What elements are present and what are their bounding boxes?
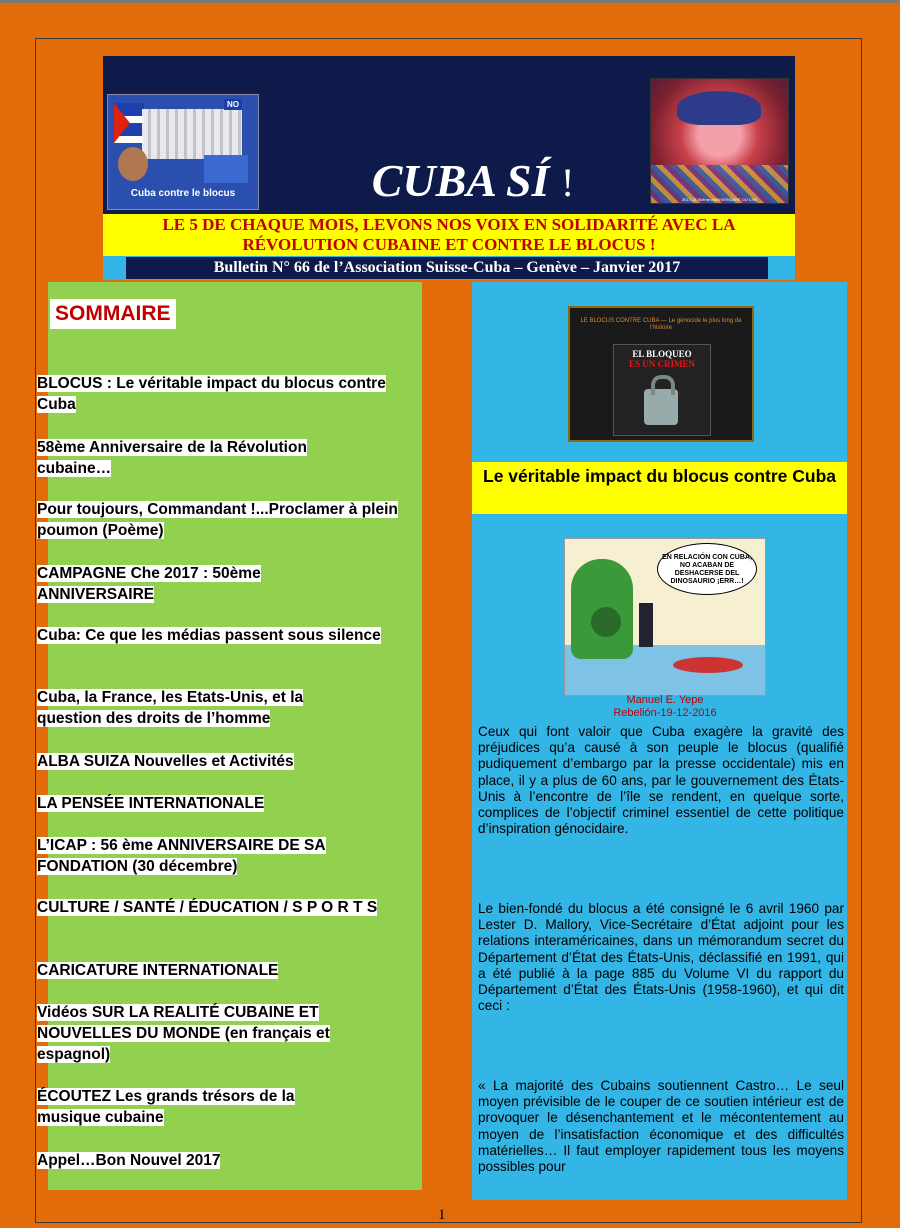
toc-item[interactable]: ÉCOUTEZ Les grands trésors de la musique cubaine: [37, 1088, 295, 1126]
article-paragraph: Le bien-fondé du blocus a été consigné le 6 avril 1960 par Lester D. Mallory, Vice-Secrétaire d’État adjoint pour les relations interaméricaines, dans un mémorandum secret du Département d’État des États-Unis, déclassifié en 1991, qui a été publié à la page 885 du Volume VI du rapport du Département d’État des États-Unis (1958-1960), et qui dit ceci :: [478, 901, 844, 1014]
toc-item[interactable]: BLOCUS : Le véritable impact du blocus contre Cuba: [37, 375, 386, 413]
toc-item[interactable]: L’ICAP : 56 ème ANNIVERSAIRE DE SA FONDATION (30 décembre): [37, 837, 326, 875]
toc-item[interactable]: Pour toujours, Commandant !...Proclamer à plein poumon (Poème): [37, 501, 398, 539]
toc-item[interactable]: Cuba, la France, les Etats-Unis, et la question des droits de l’homme: [37, 689, 304, 727]
toc-item[interactable]: 58ème Anniversaire de la Révolution cubaine…: [37, 439, 307, 477]
cuban-flag-icon: [114, 103, 144, 143]
speech-bubble: EN RELACIÓN CON CUBA, NO ACABAN DE DESHACERSE DEL DINOSAURIO ¡ERR…!: [657, 543, 757, 595]
poster-top-text: LE BLOCUS CONTRE CUBA — Le génocide le plus long de l’histoire: [580, 318, 742, 331]
toc-item[interactable]: LA PENSÉE INTERNATIONALE: [37, 795, 265, 812]
toc-item[interactable]: ALBA SUIZA Nouvelles et Activités: [37, 753, 294, 770]
right-image-caption: 2017 LE 50ème ANNIVERSAIRE DU CHE: [681, 197, 758, 202]
cartoon-caption: [570, 694, 760, 720]
article-paragraph: Ceux qui font valoir que Cuba exagère la gravité des préjudices qu’a causé à son peuple le blocus (qualifié pudiquement d’embargo par la presse occidentale) mis en place, il y a plus de 60 ans, par le gouvernement des États-Unis à l’encontre de l’île se rendent, en quelque sorte, complices de l’objectif criminel essentiel de cette politique d’inspiration génocidaire.: [478, 724, 844, 837]
uncle-sam-graphic: [639, 603, 653, 647]
cuba-blocus-photo: [107, 94, 259, 210]
top-border-line: [0, 0, 900, 3]
crowd-graphic: [204, 155, 248, 183]
masthead-title-exclamation: !: [560, 160, 575, 205]
padlock-icon: [644, 389, 678, 425]
bulletin-line: Bulletin N° 66 de l’Association Suisse-Cuba – Genève – Janvier 2017: [126, 257, 768, 279]
building-graphic: [142, 109, 242, 159]
dinosaur-graphic: [571, 559, 633, 659]
no-badge: NO: [224, 99, 242, 110]
dinosaur-cartoon-image: [564, 538, 766, 696]
poster-inner: [613, 344, 711, 436]
toc-item[interactable]: Appel…Bon Nouvel 2017: [37, 1152, 221, 1169]
person-graphic: [118, 147, 148, 181]
toc-item[interactable]: Cuba: Ce que les médias passent sous silence: [37, 627, 381, 644]
toc-item[interactable]: CAMPAGNE Che 2017 : 50ème ANNIVERSAIRE: [37, 565, 261, 603]
poster-slogan-line-1: EL BLOQUEO: [632, 349, 692, 359]
poster-slogan-line-2: ES UN CRIMEN: [628, 359, 695, 369]
toc-item[interactable]: Vidéos SUR LA REALITÉ CUBAINE ET NOUVELLES DU MONDE (en français et espagnol): [37, 1004, 330, 1063]
beret-graphic: [677, 91, 761, 125]
left-image-caption: Cuba contre le blocus: [130, 188, 236, 199]
cartoon-caption-source: Rebelión-19-12-2016: [613, 707, 717, 719]
banner-line-1: LE 5 DE CHAQUE MOIS, LEVONS NOS VOIX EN SOLIDARITÉ AVEC LA: [162, 215, 736, 234]
bloqueo-poster-image: [568, 306, 754, 442]
toc-item[interactable]: CULTURE / SANTÉ / ÉDUCATION / S P O R T S: [37, 899, 378, 916]
article-paragraph: « La majorité des Cubains soutiennent Castro… Le seul moyen prévisible de le couper de ce soutien intérieur est de provoquer le désenchantement et le mécontentement au moyen de l’insatisfaction économique et des difficultés matérielles… Il faut employer rapidement tous les moyens possibles pour: [478, 1078, 844, 1175]
cuba-island-graphic: [673, 657, 743, 673]
masthead: [103, 56, 795, 214]
page-number: 1: [438, 1207, 446, 1223]
solidarity-banner: [103, 214, 795, 256]
che-portrait-image: [650, 78, 789, 204]
masthead-title: [343, 156, 603, 208]
toc-item[interactable]: CARICATURE INTERNATIONALE: [37, 962, 279, 979]
banner-line-2: RÉVOLUTION CUBAINE ET CONTRE LE BLOCUS !: [242, 235, 656, 254]
article-headline: Le véritable impact du blocus contre Cuba: [472, 462, 847, 514]
cartoon-caption-author: Manuel E. Yepe: [626, 694, 704, 706]
sommaire-title: SOMMAIRE: [50, 299, 176, 329]
masthead-title-text: CUBA SÍ: [371, 155, 550, 206]
poster-slogan: [614, 349, 710, 369]
